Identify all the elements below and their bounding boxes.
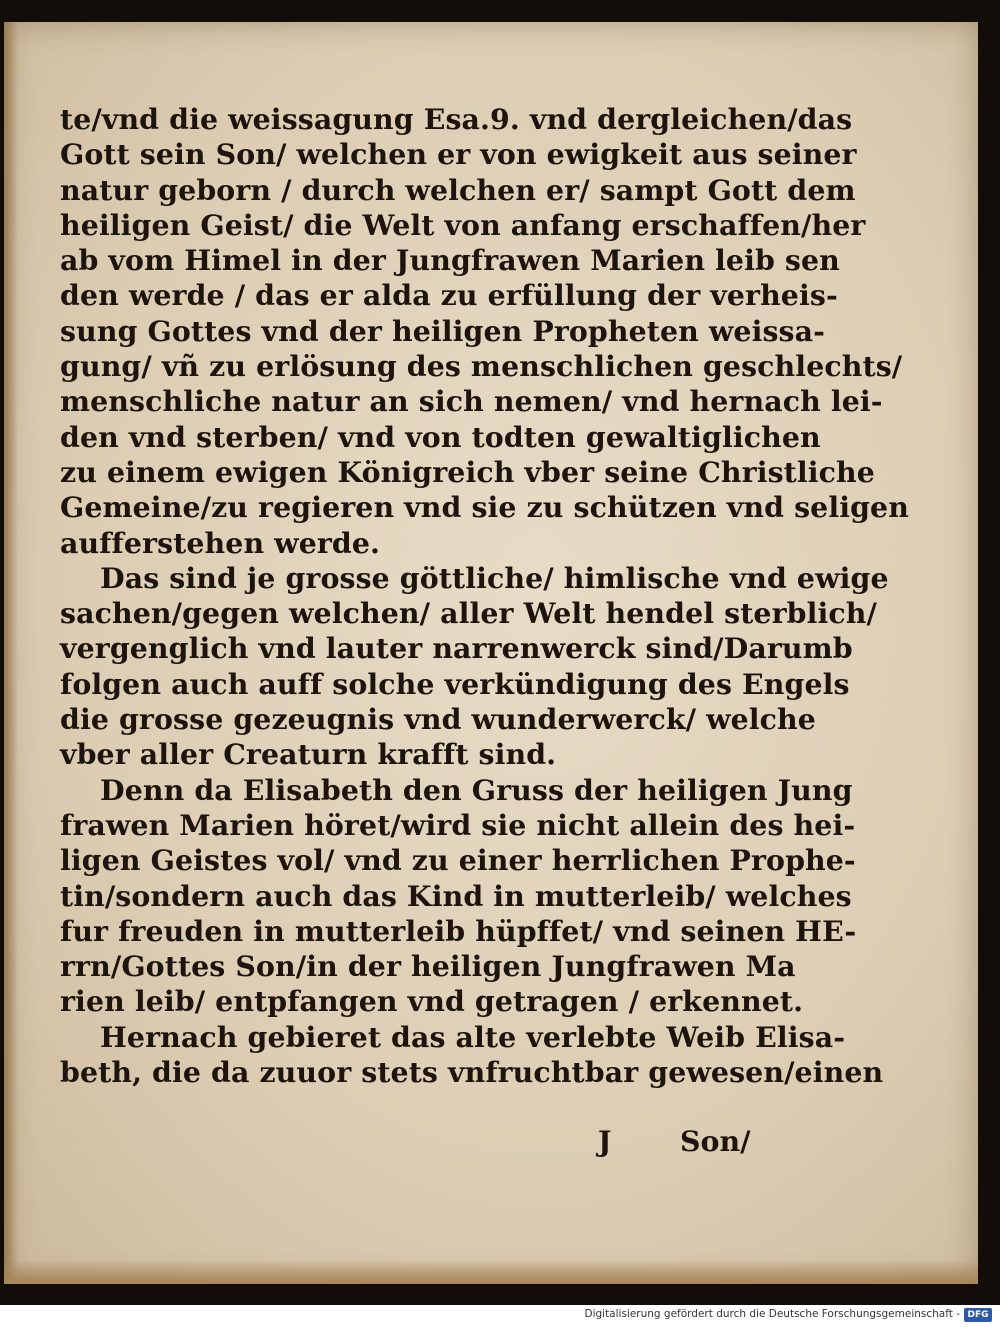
- text-line: frawen Marien höret/wird sie nicht allein des hei-: [60, 807, 856, 842]
- text-line: vergenglich vnd lauter narrenwerck sind/Darumb: [60, 631, 853, 666]
- text-line: den vnd sterben/ vnd von todten gewaltiglichen: [60, 419, 821, 454]
- paragraph-start-line: Denn da Elisabeth den Gruss der heiligen Jung: [100, 772, 853, 807]
- paragraph-end-line: rien leib/ entpfangen vnd getragen / erkennet.: [60, 984, 804, 1019]
- page-gutter-shadow: [4, 22, 18, 1284]
- text-line: die grosse gezeugnis vnd wunderwerck/ welche: [60, 702, 816, 737]
- paragraph-end-line: vber aller Creaturn krafft sind.: [60, 737, 557, 772]
- paragraph-start-line: Das sind je grosse göttliche/ himlische vnd ewige: [100, 560, 889, 595]
- text-line: tin/sondern auch das Kind in mutterleib/ welches: [60, 878, 852, 913]
- text-line: zu einem ewigen Königreich vber seine Christliche: [60, 454, 875, 489]
- page-text: [60, 102, 909, 1090]
- signature-mark: J: [598, 1124, 612, 1158]
- viewer-footer: [0, 1305, 1000, 1327]
- paragraph-end-line: aufferstehen werde.: [60, 525, 381, 560]
- text-line: natur geborn / durch welchen er/ sampt Gott dem: [60, 172, 856, 207]
- text-line: folgen auch auff solche verkündigung des Engels: [60, 666, 850, 701]
- text-line: Gemeine/zu regieren vnd sie zu schützen vnd seligen: [60, 490, 909, 525]
- text-line: fur freuden in mutterleib hüpffet/ vnd seinen HE-: [60, 913, 857, 948]
- text-line: heiligen Geist/ die Welt von anfang erschaffen/her: [60, 207, 866, 242]
- funding-credit: Digitalisierung gefördert durch die Deutsche Forschungsgemeinschaft -: [584, 1308, 960, 1320]
- text-line: ligen Geistes vol/ vnd zu einer herrlichen Prophe-: [60, 843, 856, 878]
- text-line: gung/ vñ zu erlösung des menschlichen geschlechts/: [60, 349, 903, 384]
- text-line: den werde / das er alda zu erfüllung der verheis-: [60, 278, 838, 313]
- page-footer-line: [60, 1124, 780, 1160]
- book-page: [4, 22, 978, 1284]
- text-line: beth, die da zuuor stets vnfruchtbar gewesen/einen: [60, 1055, 884, 1090]
- page-bottom-stain: [4, 1260, 978, 1284]
- text-line: sachen/gegen welchen/ aller Welt hendel sterblich/: [60, 596, 877, 631]
- text-line: menschliche natur an sich nemen/ vnd hernach lei-: [60, 384, 883, 419]
- text-line: rrn/Gottes Son/in der heiligen Jungfrawen Ma: [60, 949, 796, 984]
- text-line: Gott sein Son/ welchen er von ewigkeit aus seiner: [60, 137, 857, 172]
- paragraph-start-line: Hernach gebieret das alte verlebte Weib Elisa-: [100, 1019, 846, 1054]
- text-line: sung Gottes vnd der heiligen Propheten weissa-: [60, 313, 826, 348]
- dfg-logo[interactable]: DFG: [964, 1308, 992, 1322]
- catchword: Son/: [680, 1124, 751, 1158]
- text-line: te/vnd die weissagung Esa.9. vnd dergleichen/das: [60, 102, 853, 136]
- text-line: ab vom Himel in der Jungfrawen Marien leib sen: [60, 243, 840, 278]
